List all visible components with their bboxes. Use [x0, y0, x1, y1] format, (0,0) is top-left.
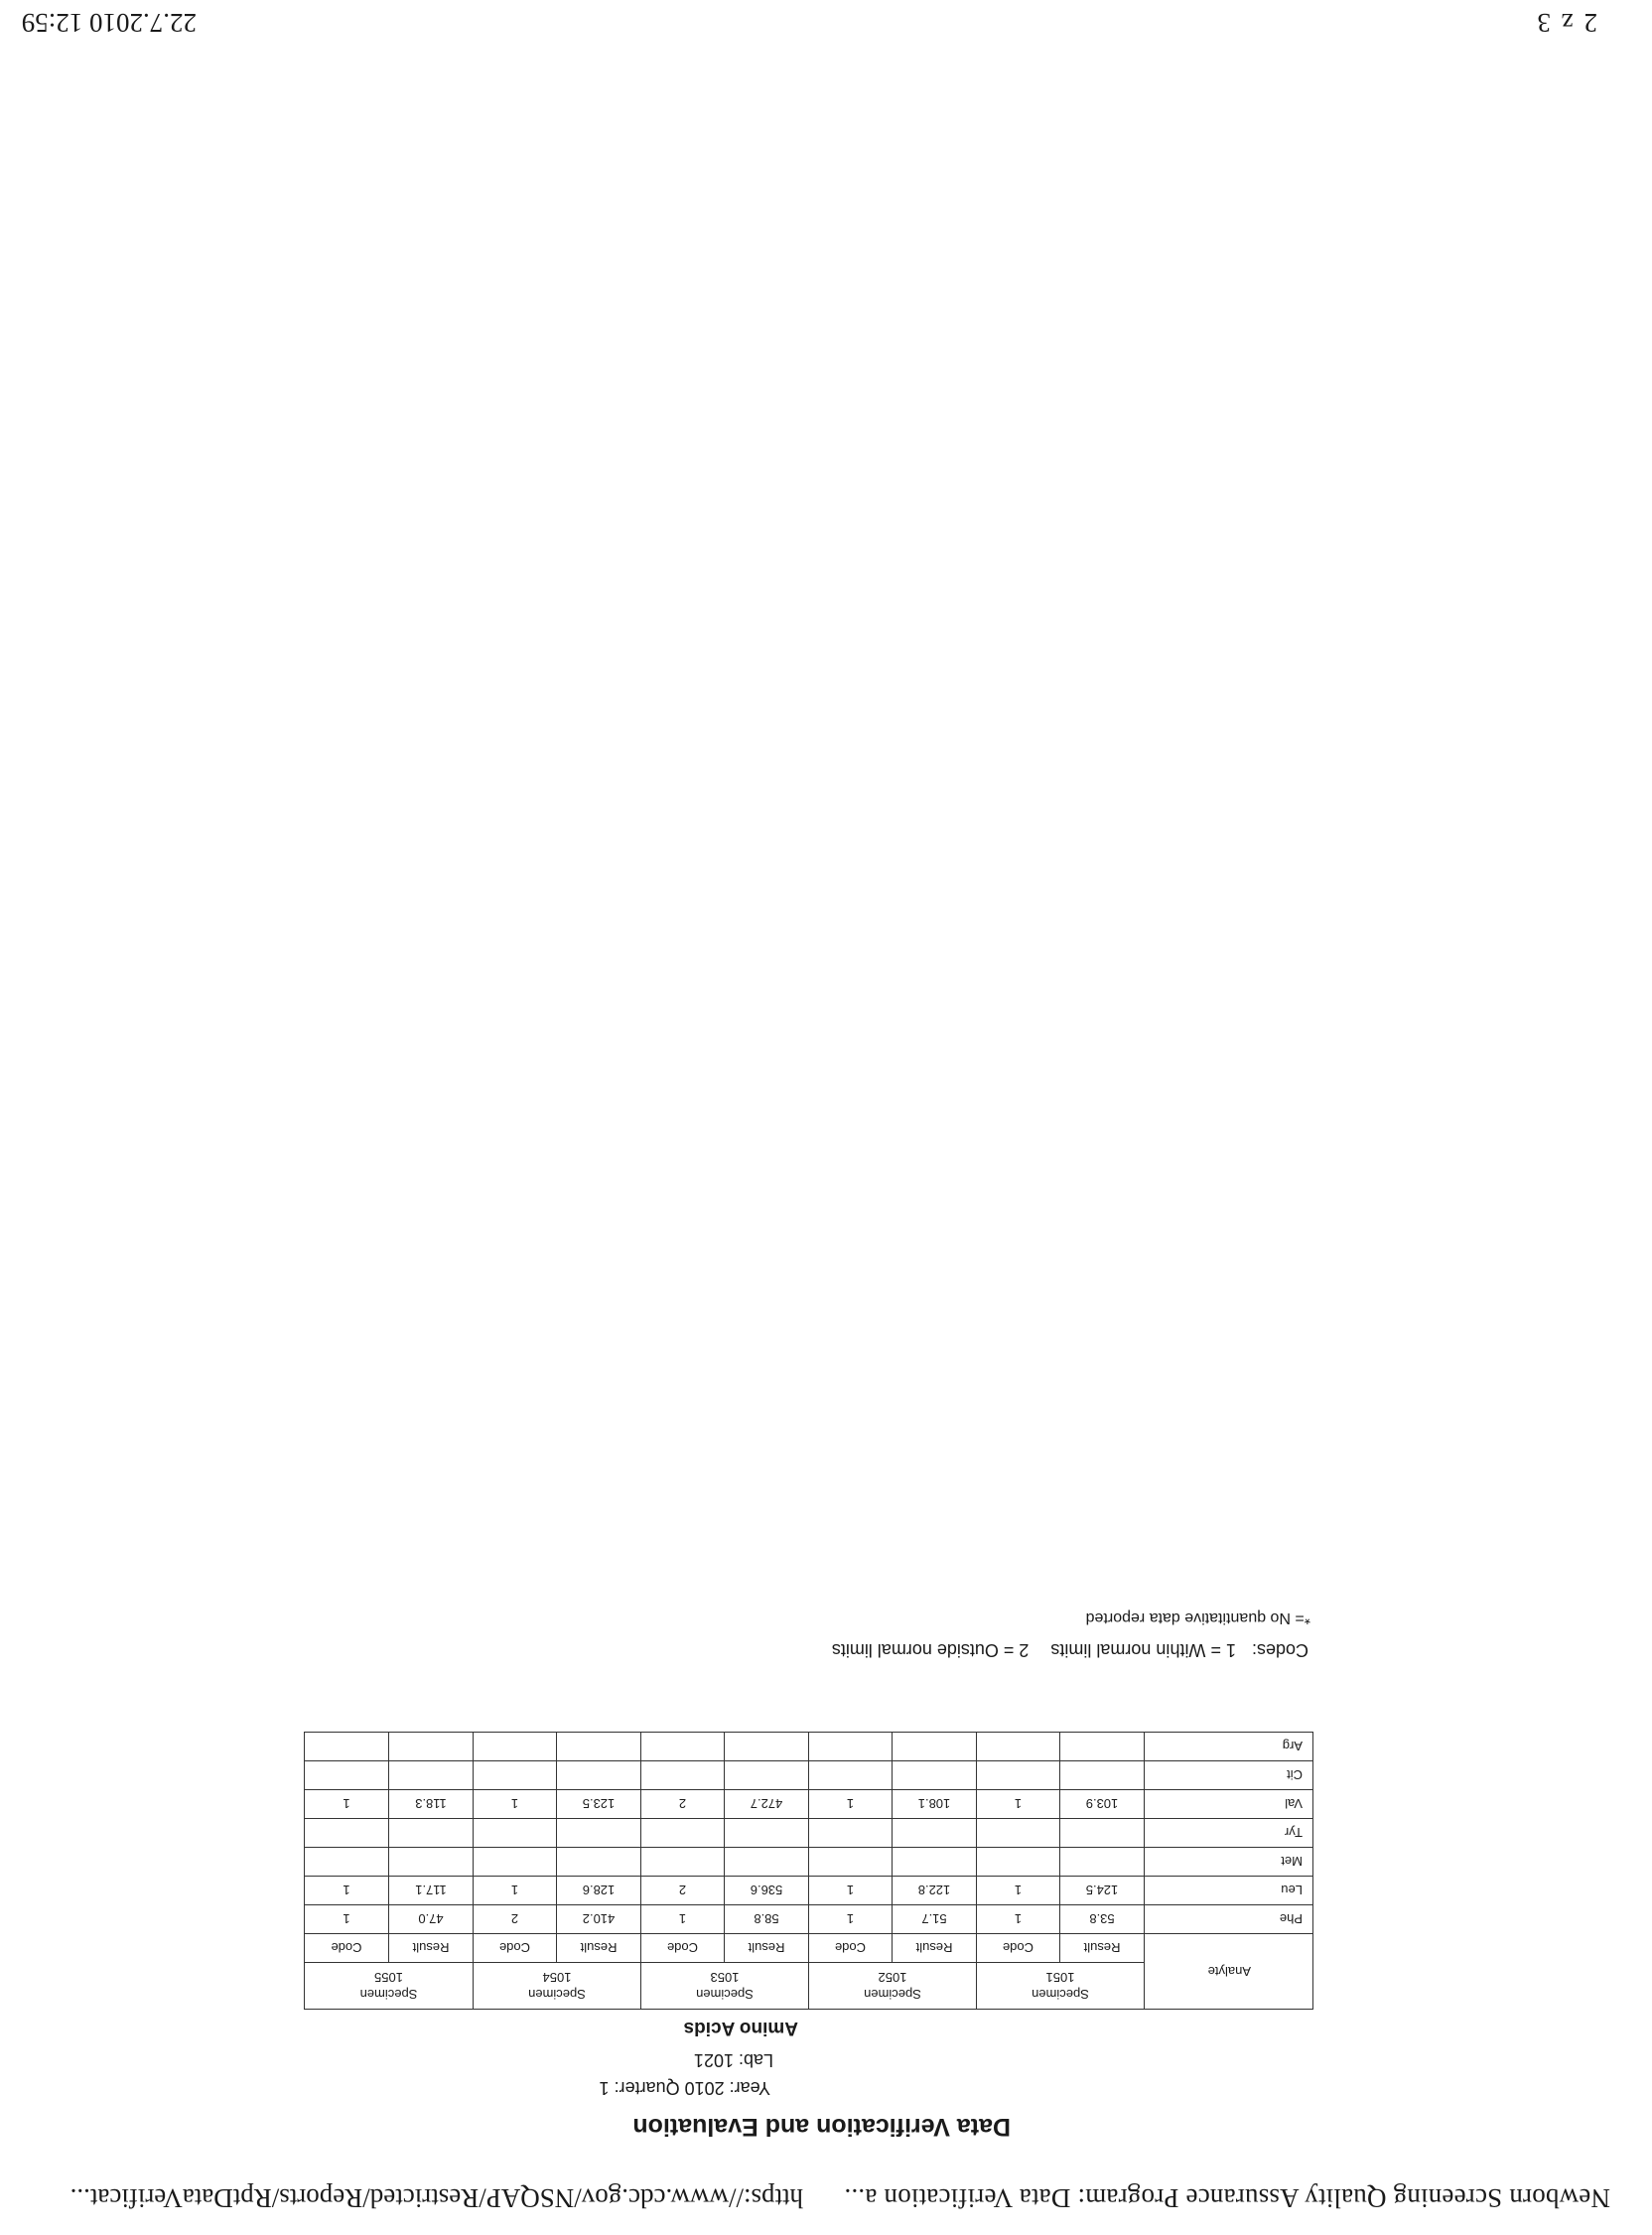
code-cell [977, 1819, 1060, 1848]
result-cell: 124.5 [1060, 1877, 1145, 1905]
table-row [305, 1790, 1313, 1819]
page-number: 2 z 3 [1535, 8, 1597, 38]
code-cell: 2 [641, 1790, 725, 1819]
result-cell: 53.8 [1060, 1905, 1145, 1934]
code-cell [641, 1819, 725, 1848]
code-column-header: Code [641, 1934, 725, 1963]
code-2-definition: 2 = Outside normal limits [831, 1640, 1030, 1660]
code-cell [305, 1761, 389, 1790]
analyte-column-header: Analyte [1145, 1934, 1313, 2010]
code-column-header: Code [977, 1934, 1060, 1963]
table-row [305, 1733, 1313, 1761]
code-cell [977, 1733, 1060, 1761]
code-cell [809, 1733, 893, 1761]
specimen-header-row [305, 1963, 1313, 2010]
code-cell: 1 [641, 1905, 725, 1934]
no-data-note: *= No quantitative data reported [1085, 1609, 1310, 1626]
code-cell: 1 [474, 1790, 557, 1819]
result-cell [893, 1848, 977, 1877]
code-column-header: Code [809, 1934, 893, 1963]
section-title: Amino Acids [683, 2018, 798, 2038]
result-cell [893, 1819, 977, 1848]
result-cell [725, 1819, 809, 1848]
code-cell: 1 [977, 1905, 1060, 1934]
result-cell: 118.3 [389, 1790, 474, 1819]
code-cell: 1 [474, 1877, 557, 1905]
result-cell: 536.6 [725, 1877, 809, 1905]
result-cell [1060, 1761, 1145, 1790]
result-column-header: Result [557, 1934, 641, 1963]
table-row [305, 1761, 1313, 1790]
result-cell: 51.7 [893, 1905, 977, 1934]
code-cell [305, 1848, 389, 1877]
result-cell: 108.1 [893, 1790, 977, 1819]
table-row [305, 1905, 1313, 1934]
year-quarter-line: Year: 2010 Quarter: 1 [599, 2078, 770, 2098]
codes-legend [832, 1639, 1308, 1660]
result-cell: 103.9 [1060, 1790, 1145, 1819]
code-cell: 1 [977, 1877, 1060, 1905]
amino-acids-results-table [304, 1732, 1313, 2010]
result-column-header: Result [389, 1934, 474, 1963]
result-cell [893, 1761, 977, 1790]
specimen-header: Specimen 1054 [474, 1963, 641, 2010]
result-cell [557, 1733, 641, 1761]
code-cell [474, 1761, 557, 1790]
result-cell [557, 1819, 641, 1848]
table-body [305, 1733, 1313, 1934]
codes-label: Codes: [1251, 1640, 1308, 1660]
result-cell [1060, 1819, 1145, 1848]
code-1-definition: 1 = Within normal limits [1050, 1640, 1236, 1660]
report-title: Data Verification and Evaluation [632, 2113, 1011, 2141]
result-cell: 58.8 [725, 1905, 809, 1934]
result-cell [725, 1848, 809, 1877]
result-cell: 122.8 [893, 1877, 977, 1905]
result-cell [389, 1761, 474, 1790]
code-cell: 1 [977, 1790, 1060, 1819]
table-row [305, 1819, 1313, 1848]
browser-page-url: https://www.cdc.gov/NSQAP/Restricted/Reports/RptDataVerificat... [69, 2183, 803, 2213]
code-column-header: Code [305, 1934, 389, 1963]
code-cell: 1 [305, 1905, 389, 1934]
specimen-header: Specimen 1051 [977, 1963, 1145, 2010]
code-cell [641, 1761, 725, 1790]
analyte-name-cell: Val [1145, 1790, 1313, 1819]
analyte-name-cell: Leu [1145, 1877, 1313, 1905]
specimen-header: Specimen 1055 [305, 1963, 474, 2010]
result-cell [557, 1848, 641, 1877]
result-cell: 47.0 [389, 1905, 474, 1934]
lab-line: Lab: 1021 [693, 2050, 773, 2070]
result-column-header: Result [1060, 1934, 1145, 1963]
code-cell: 1 [809, 1905, 893, 1934]
code-cell [305, 1733, 389, 1761]
code-cell [809, 1848, 893, 1877]
analyte-name-cell: Phe [1145, 1905, 1313, 1934]
specimen-header: Specimen 1053 [641, 1963, 809, 2010]
result-cell: 117.1 [389, 1877, 474, 1905]
result-cell: 472.7 [725, 1790, 809, 1819]
result-cell [1060, 1848, 1145, 1877]
code-cell: 1 [809, 1877, 893, 1905]
result-column-header: Result [893, 1934, 977, 1963]
code-cell [474, 1848, 557, 1877]
result-cell: 410.2 [557, 1905, 641, 1934]
result-cell [389, 1848, 474, 1877]
code-cell [809, 1819, 893, 1848]
code-cell [641, 1733, 725, 1761]
analyte-name-cell: Arg [1145, 1733, 1313, 1761]
code-cell: 1 [305, 1877, 389, 1905]
result-cell: 123.5 [557, 1790, 641, 1819]
code-cell: 2 [641, 1877, 725, 1905]
table-row [305, 1848, 1313, 1877]
code-cell: 1 [809, 1790, 893, 1819]
code-column-header: Code [474, 1934, 557, 1963]
result-cell: 128.6 [557, 1877, 641, 1905]
code-cell [977, 1848, 1060, 1877]
print-timestamp: 22.7.2010 12:59 [21, 8, 197, 38]
result-cell [893, 1733, 977, 1761]
result-cell [389, 1733, 474, 1761]
code-cell: 1 [305, 1790, 389, 1819]
result-cell [725, 1733, 809, 1761]
analyte-name-cell: Tyr [1145, 1819, 1313, 1848]
code-cell [977, 1761, 1060, 1790]
code-cell [474, 1733, 557, 1761]
result-cell [1060, 1733, 1145, 1761]
code-cell [305, 1819, 389, 1848]
code-cell [809, 1761, 893, 1790]
result-cell [557, 1761, 641, 1790]
result-cell [389, 1819, 474, 1848]
code-cell: 2 [474, 1905, 557, 1934]
analyte-name-cell: Cit [1145, 1761, 1313, 1790]
code-cell [474, 1819, 557, 1848]
specimen-header: Specimen 1052 [809, 1963, 977, 2010]
table-row [305, 1877, 1313, 1905]
result-column-header: Result [725, 1934, 809, 1963]
result-cell [725, 1761, 809, 1790]
code-cell [641, 1848, 725, 1877]
analyte-name-cell: Met [1145, 1848, 1313, 1877]
browser-page-title: Newborn Screening Quality Assurance Program: Data Verification a... [844, 2183, 1610, 2213]
